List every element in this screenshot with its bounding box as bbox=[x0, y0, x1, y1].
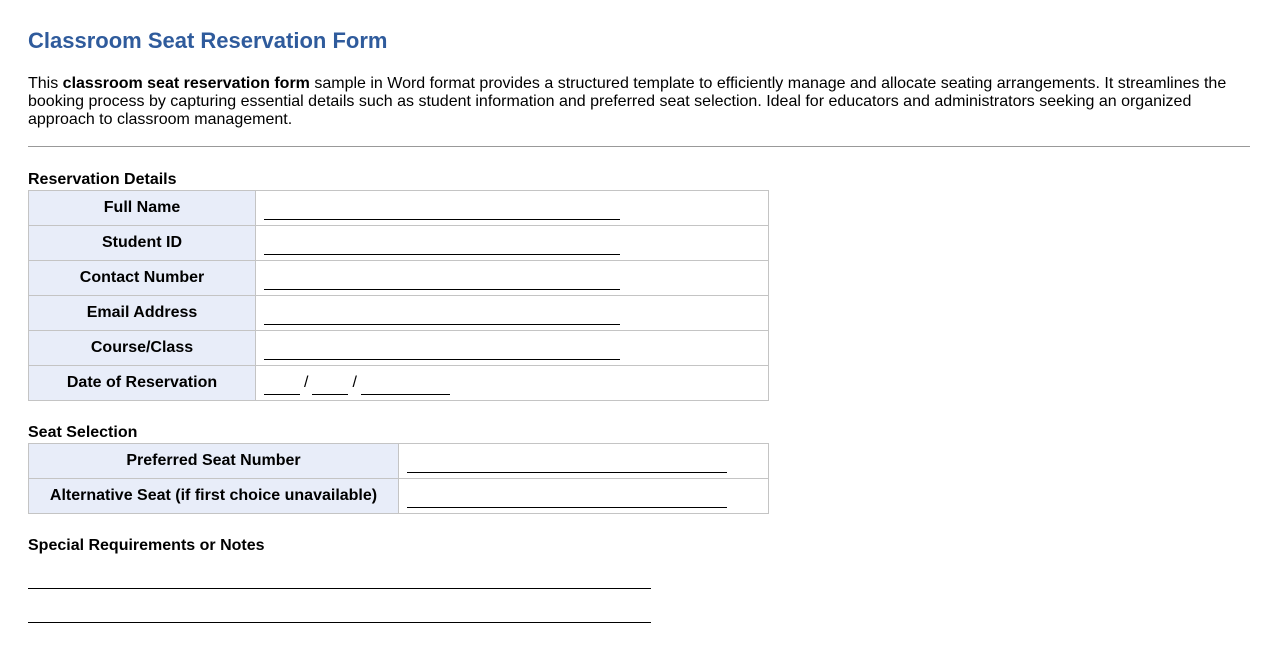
table-row bbox=[29, 331, 769, 366]
notes-line-1[interactable] bbox=[28, 588, 651, 589]
date-day-field[interactable] bbox=[312, 378, 348, 395]
intro-text-rest: sample in Word format provides a structured template to efficiently manage and allocate seating arrangements. It streamlines the booking process by capturing essential details such as student information and preferred seat selection. Ideal for educators and administrators seeking an organized approach to classroom management. bbox=[28, 75, 1227, 128]
table-row bbox=[29, 191, 769, 226]
table-row bbox=[29, 366, 769, 401]
date-separator: / bbox=[304, 374, 309, 391]
field-label: Student ID bbox=[29, 226, 256, 261]
table-row bbox=[29, 296, 769, 331]
date-year-field[interactable] bbox=[361, 378, 450, 395]
student-id-field[interactable] bbox=[264, 238, 620, 255]
email-address-field[interactable] bbox=[264, 308, 620, 325]
table-row bbox=[29, 479, 769, 514]
intro-text: This bbox=[28, 75, 63, 92]
seat-selection-heading: Seat Selection bbox=[28, 424, 138, 441]
field-label: Full Name bbox=[29, 191, 256, 226]
field-label: Preferred Seat Number bbox=[29, 444, 399, 479]
date-month-field[interactable] bbox=[264, 378, 300, 395]
table-row bbox=[29, 261, 769, 296]
notes-heading: Special Requirements or Notes bbox=[28, 537, 265, 554]
preferred-seat-field[interactable] bbox=[407, 456, 727, 473]
contact-number-field[interactable] bbox=[264, 273, 620, 290]
field-label: Course/Class bbox=[29, 331, 256, 366]
field-label: Date of Reservation bbox=[29, 366, 256, 401]
seat-selection-table bbox=[28, 443, 769, 514]
table-row bbox=[29, 226, 769, 261]
table-row bbox=[29, 444, 769, 479]
divider bbox=[28, 146, 1250, 147]
reservation-details-heading: Reservation Details bbox=[28, 171, 177, 188]
notes-line-2[interactable] bbox=[28, 622, 651, 623]
course-class-field[interactable] bbox=[264, 343, 620, 360]
page-title: Classroom Seat Reservation Form bbox=[28, 28, 388, 53]
reservation-details-table bbox=[28, 190, 769, 401]
intro-bold-text: classroom seat reservation form bbox=[62, 75, 310, 92]
field-label: Alternative Seat (if first choice unavailable) bbox=[29, 479, 399, 514]
field-label: Contact Number bbox=[29, 261, 256, 296]
date-separator: / bbox=[352, 374, 357, 391]
intro-paragraph bbox=[28, 75, 1250, 129]
full-name-field[interactable] bbox=[264, 203, 620, 220]
field-label: Email Address bbox=[29, 296, 256, 331]
alternative-seat-field[interactable] bbox=[407, 491, 727, 508]
